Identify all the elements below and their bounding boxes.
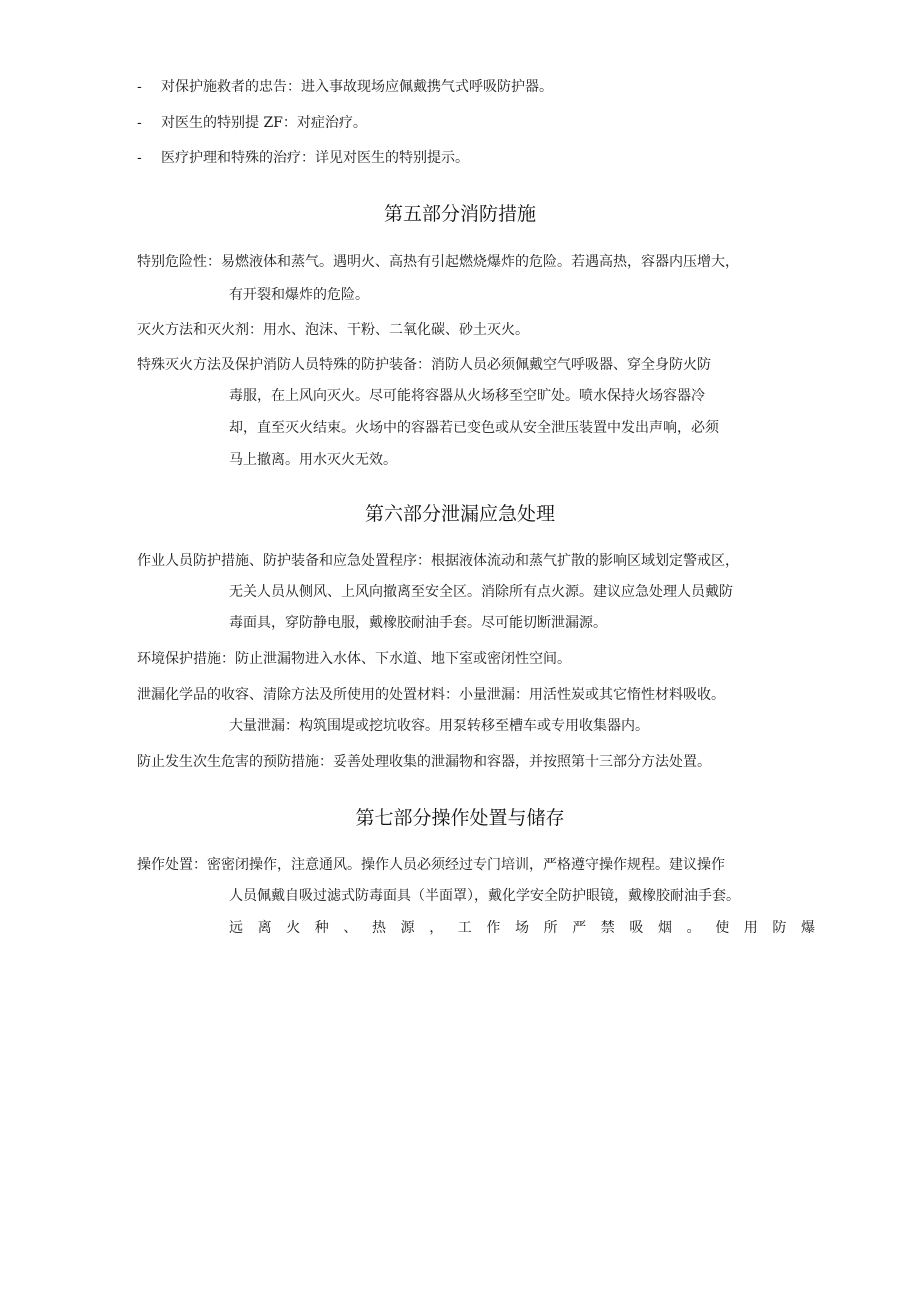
bullet-medical-care: 医疗护理和特殊的治疗：详见对医生的特别提示。	[161, 150, 469, 166]
section-5-hazard-line-2: 有开裂和爆炸的危险。	[229, 287, 369, 303]
bullet-doctor-note: 对医生的特别提 ZF：对症治疗。	[161, 115, 367, 131]
section-5-extinguish: 灭火方法和灭火剂：用水、泡沫、干粉、二氧化碳、砂土灭火。	[137, 322, 529, 338]
section-6-containment-line-2: 大量泄漏：构筑围堤或挖坑收容。用泵转移至槽车或专用收集器内。	[229, 718, 649, 734]
bullet-rescuer-advice: 对保护施救者的忠告：进入事故现场应佩戴携气式呼吸防护器。	[161, 79, 553, 95]
bullet-dash: -	[137, 79, 142, 95]
bullet-dash: -	[137, 115, 142, 131]
section-5-special-line-3: 却，直至灭火结束。火场中的容器若已变色或从安全泄压装置中发出声响，必须	[229, 420, 719, 436]
section-6-secondary-hazard: 防止发生次生危害的预防措施：妥善处理收集的泄漏物和容器，并按照第十三部分方法处置。	[137, 754, 711, 770]
bullet-dash: -	[137, 150, 142, 166]
section-7-handling-line-2: 人员佩戴自吸过滤式防毒面具（半面罩），戴化学安全防护眼镜，戴橡胶耐油手套。	[229, 888, 740, 904]
section-6-personnel-line-1: 作业人员防护措施、防护装备和应急处置程序：根据液体流动和蒸气扩散的影响区域划定警戒区，	[137, 553, 739, 569]
section-6-personnel-line-2: 无关人员从侧风、上风向撤离至安全区。消除所有点火源。建议应急处理人员戴防	[229, 584, 733, 600]
section-7-handling-line-1: 操作处置：密密闭操作，注意通风。操作人员必须经过专门培训，严格遵守操作规程。建议操作	[137, 857, 725, 873]
section-7-title: 第七部分操作处置与储存	[355, 807, 565, 829]
section-6-title: 第六部分泄漏应急处理	[364, 503, 555, 525]
section-6-containment-line-1: 泄漏化学品的收容、清除方法及所使用的处置材料：小量泄漏：用活性炭或其它惰性材料吸收。	[137, 687, 725, 703]
section-6-environment: 环境保护措施：防止泄漏物进入水体、下水道、地下室或密闭性空间。	[137, 651, 571, 667]
section-6-personnel-line-3: 毒面具，穿防静电服，戴橡胶耐油手套。尽可能切断泄漏源。	[229, 615, 607, 631]
section-5-special-line-2: 毒服，在上风向灭火。尽可能将容器从火场移至空旷处。喷水保持火场容器冷	[229, 388, 705, 404]
section-5-special-line-1: 特殊灭火方法及保护消防人员特殊的防护装备：消防人员必须佩戴空气呼吸器、穿全身防火防	[137, 357, 711, 373]
section-7-handling-line-3: 远离火种、热源，工作场所严禁吸烟。使用防爆	[229, 920, 830, 936]
section-5-title: 第五部分消防措施	[383, 203, 536, 225]
section-5-hazard-line-1: 特别危险性：易燃液体和蒸气。遇明火、高热有引起燃烧爆炸的危险。若遇高热，容器内压增大，	[137, 254, 739, 270]
section-5-special-line-4: 马上撤离。用水灭火无效。	[229, 452, 397, 468]
